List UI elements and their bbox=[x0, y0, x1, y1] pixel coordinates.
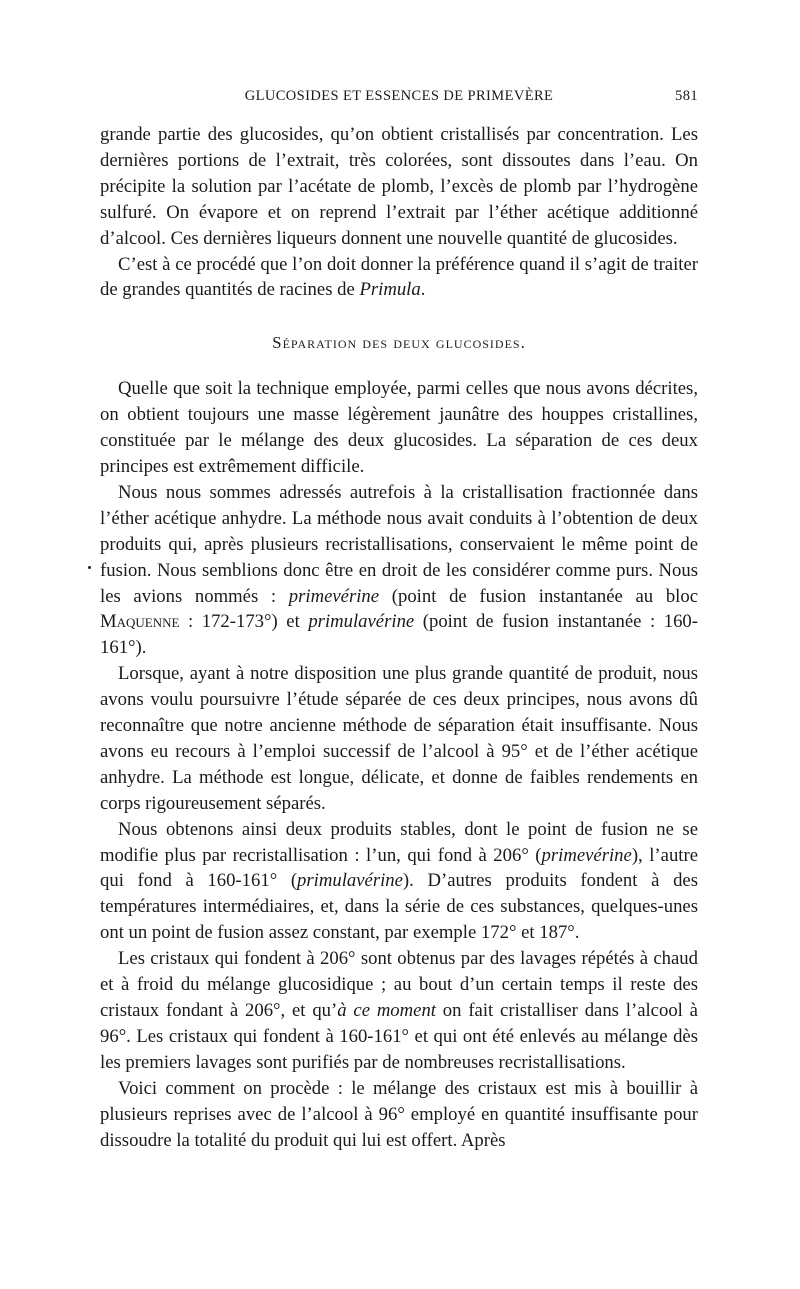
body-text bbox=[100, 122, 698, 1153]
italic-term: primevérine bbox=[541, 844, 632, 866]
italic-term: primevérine bbox=[288, 585, 380, 607]
paragraph-text: ). D’autres produits fondent à des températures intermédiaires, et, dans la série de ces substances, quelques-unes ont un point de fusion assez constant, par exemple 172° et 187°. bbox=[100, 870, 698, 944]
paragraph-text: Quelle que soit la technique employée, parmi celles que nous avons décrites, on obtient toujours une masse légèrement jaunâtre des houppes cristallines, constituée par le mélange des deux glucosides. La séparation de ces deux principes est extrêmement difficile. bbox=[100, 378, 698, 477]
paragraph-text: : 172-173°) et bbox=[179, 611, 309, 633]
page-number: 581 bbox=[675, 88, 698, 104]
paragraph bbox=[100, 817, 698, 947]
paragraph-text: (point de fusion instantanée au bloc bbox=[379, 585, 698, 607]
paragraph-continued bbox=[100, 122, 698, 252]
paragraph bbox=[100, 480, 698, 661]
italic-term: primulavérine bbox=[297, 870, 403, 892]
section-title: Séparation des deux glucosides. bbox=[272, 333, 526, 353]
margin-mark bbox=[88, 566, 91, 569]
paragraph bbox=[100, 946, 698, 1076]
paragraph bbox=[100, 661, 698, 816]
paragraph-text: ), l’autre qui fond à 160-161° ( bbox=[100, 844, 698, 892]
running-title: GLUCOSIDES ET ESSENCES DE PRIMEVÈRE bbox=[244, 88, 554, 104]
paragraph-text: Nous obtenons ainsi deux produits stables, dont le point de fusion ne se modifie plus par recristallisation : l’un, qui fond à 206° ( bbox=[100, 818, 698, 866]
paragraph bbox=[100, 252, 698, 304]
running-header bbox=[100, 88, 698, 112]
paragraph-text: . bbox=[420, 279, 426, 301]
paragraph bbox=[100, 1076, 698, 1154]
paragraph-text: Lorsque, ayant à notre disposition une plus grande quantité de produit, nous avons voulu poursuivre l’étude séparée de ces deux principes, nous avons dû reconnaître que notre ancienne méthode de séparation était insuffisante. Nous avons eu recours à l’emploi successif de l’alcool à 95° et de l’éther acétique anhydre. La méthode est longue, délicate, et donne de faibles rendements en corps rigoureusement séparés. bbox=[100, 663, 698, 814]
paragraph-text: (point de fusion instantanée : 160-161°). bbox=[100, 611, 699, 659]
italic-phrase: à ce moment bbox=[337, 1000, 436, 1021]
author-name: Maquenne bbox=[100, 611, 180, 633]
paragraph-text: Voici comment on procède : le mélange des cristaux est mis à bouillir à plusieurs reprises avec de l’alcool à 96° employé en quantité insuffisante pour dissoudre la totalité du produit qui lui est offert. Après bbox=[100, 1077, 698, 1151]
paragraph-text: on fait cristalliser dans l’alcool à 96°. Les cristaux qui fondent à 160-161° et qui ont été enlevés au mélange dès les premiers lavages sont purifiés par de nombreuses recristallisations. bbox=[100, 1000, 698, 1073]
italic-term: primulavérine bbox=[308, 611, 415, 633]
paragraph-text: Les cristaux qui fondent à 206° sont obtenus par des lavages répétés à chaud et à froid du mélange glucosidique ; au bout d’un certain temps il reste des cristaux fondant à 206°, et qu’ bbox=[100, 948, 698, 1021]
paragraph-text: C’est à ce procédé que l’on doit donner la préférence quand il s’agit de traiter de grandes quantités de racines de bbox=[100, 253, 698, 301]
italic-term: Primula bbox=[359, 279, 421, 301]
paragraph-text: Nous nous sommes adressés autrefois à la cristallisation fractionnée dans l’éther acétique anhydre. La méthode nous avait conduits à l’obtention de deux produits qui, après plusieurs recristallisations, conservaient le même point de fusion. Nous semblions donc être en droit de les considérer comme purs. Nous les avions nommés : bbox=[100, 481, 698, 607]
paragraph-text: grande partie des glucosides, qu’on obtient cristallisés par concentration. Les dernières portions de l’extrait, très colorées, sont dissoutes dans l’eau. On précipite la solution par l’acétate de plomb, l’excès de plomb par l’hydrogène sulfuré. On évapore et on reprend l’extrait par l’éther acétique additionné d’alcool. Ces dernières liqueurs donnent une nouvelle quantité de glucosides. bbox=[100, 124, 698, 249]
paragraph bbox=[100, 376, 698, 480]
